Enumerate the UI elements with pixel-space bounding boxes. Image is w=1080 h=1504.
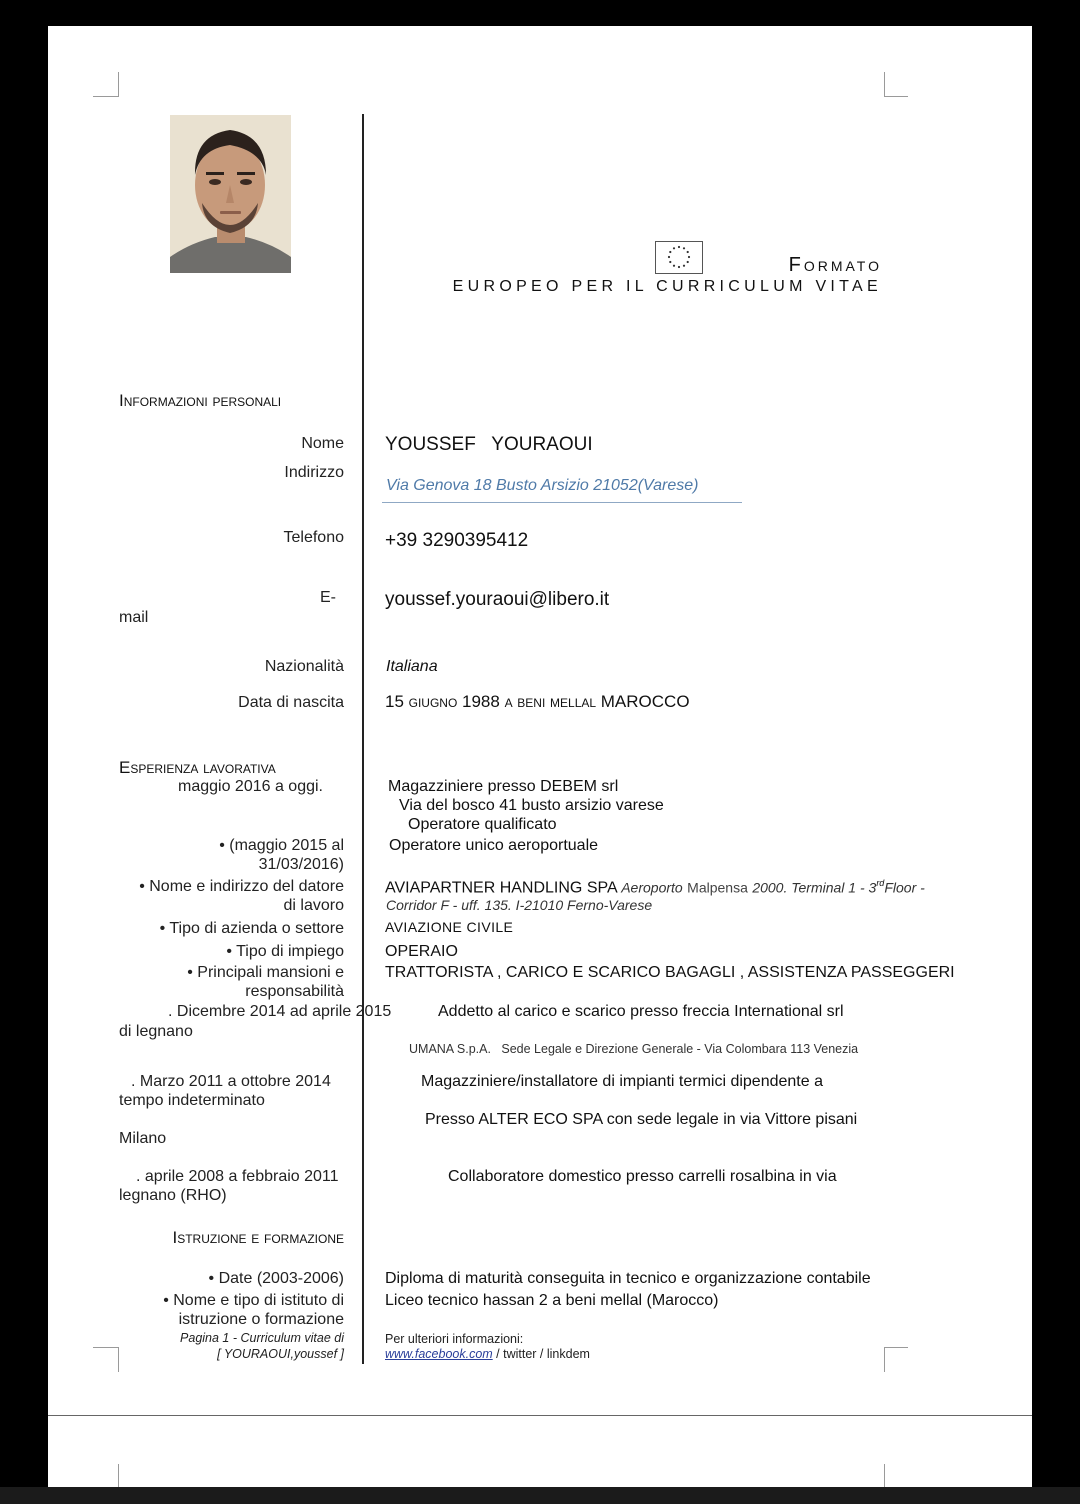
employer-addr-d: Floor -	[884, 879, 925, 896]
job4-company: Presso ALTER ECO SPA con sede legale in via Vittore pisani	[425, 1111, 858, 1128]
name-label: Nome	[301, 435, 344, 452]
header-subtitle: EUROPEO PER IL CURRICULUM VITAE	[452, 278, 882, 295]
employer-addr-a: Aeroporto	[621, 879, 683, 896]
job3-date: . Dicembre 2014 ad aprile 2015	[168, 1003, 392, 1020]
job4-desc: Magazziniere/installatore di impianti termici dipendente a	[421, 1073, 823, 1090]
duties-value: TRATTORISTA , CARICO E SCARICO BAGAGLI , ASSISTENZA PASSEGGERI	[385, 964, 955, 981]
employer-line1	[385, 878, 925, 897]
birth-label: Data di nascita	[238, 694, 344, 711]
job5-place: legnano (RHO)	[119, 1187, 227, 1204]
employer-addr-line2: Corridor F - uff. 135. I-21010 Ferno-Varese	[386, 897, 653, 913]
facebook-link[interactable]: www.facebook.com	[385, 1347, 493, 1361]
section-title-education: Istruzione e formazione	[172, 1228, 344, 1247]
job1-line1: Magazziniere presso DEBEM srl	[388, 778, 619, 795]
footer-links-rest: / twitter / linkdem	[492, 1347, 590, 1361]
email-label-part1: E-	[320, 589, 336, 606]
employer-label-line1: • Nome e indirizzo del datore	[139, 878, 344, 895]
edu-date-label: • Date (2003-2006)	[208, 1270, 344, 1287]
employer-addr-sup: rd	[876, 878, 885, 888]
duties-label-line1: • Principali mansioni e	[187, 964, 344, 981]
nationality-value: Italiana	[386, 658, 438, 675]
duties-label-line2: responsabilità	[245, 983, 344, 1000]
footer-page-line1: Pagina 1 - Curriculum vitae di	[180, 1331, 344, 1345]
job5-desc: Collaboratore domestico presso carrelli rosalbina in via	[448, 1168, 837, 1185]
job2-date-line2: 31/03/2016)	[258, 856, 344, 873]
edu-date-value: Diploma di maturità conseguita in tecnico e organizzazione contabile	[385, 1270, 871, 1287]
edu-inst-label-line1: • Nome e tipo di istituto di	[163, 1292, 344, 1309]
footer-info: Per ulteriori informazioni:	[385, 1332, 524, 1346]
nationality-label: Nazionalità	[264, 658, 344, 675]
column-divider	[362, 114, 364, 1364]
bottom-bar	[0, 1487, 1080, 1504]
crop-mark	[884, 72, 885, 97]
job2-date-line1: • (maggio 2015 al	[219, 837, 344, 854]
email-value[interactable]: youssef.youraoui@libero.it	[385, 589, 610, 610]
sector-value: AVIAZIONE CIVILE	[385, 919, 514, 935]
address-value: Via Genova 18 Busto Arsizio 21052(Varese)	[386, 477, 699, 494]
section-title-experience: Esperienza lavorativa	[119, 758, 276, 777]
edu-inst-label-line2: istruzione o formazione	[178, 1311, 344, 1328]
employer-name: AVIAPARTNER HANDLING SPA	[385, 879, 617, 897]
job1-date: maggio 2016 a oggi.	[178, 778, 323, 795]
job1-line2: Via del bosco 41 busto arsizio varese	[399, 797, 664, 814]
crop-mark	[118, 72, 119, 97]
section-title-personal: Informazioni personali	[119, 391, 282, 410]
email-label-part2: mail	[119, 609, 149, 626]
job2-title: Operatore unico aeroportuale	[389, 837, 599, 854]
job3-agency: UMANA S.p.A. Sede Legale e Direzione Generale - Via Colombara 113 Venezia	[409, 1042, 859, 1056]
crop-mark	[93, 1347, 119, 1348]
page-separator	[48, 1415, 1032, 1416]
footer-links	[385, 1347, 590, 1361]
sector-label: • Tipo di azienda o settore	[159, 920, 344, 937]
address-label: Indirizzo	[284, 464, 344, 481]
crop-mark	[93, 96, 119, 97]
edu-inst-value: Liceo tecnico hassan 2 a beni mellal (Marocco)	[385, 1292, 719, 1309]
job4-date: . Marzo 2011 a ottobre 2014	[131, 1073, 331, 1090]
phone-value: +39 3290395412	[385, 530, 529, 551]
name-value: YOUSSEF YOURAOUI	[385, 434, 593, 455]
crop-mark	[118, 1347, 119, 1372]
birth-value: 15 giugno 1988 a beni mellal MAROCCO	[385, 692, 690, 711]
job-type-label: • Tipo di impiego	[226, 943, 344, 960]
job4-city: Milano	[119, 1130, 167, 1147]
job4-note: tempo indeterminato	[119, 1092, 265, 1109]
profile-photo	[170, 115, 291, 273]
job-type-value: OPERAIO	[385, 943, 458, 960]
job1-line3: Operatore qualificato	[408, 816, 557, 833]
crop-mark	[884, 1464, 885, 1489]
job5-date: . aprile 2008 a febbraio 2011	[136, 1168, 339, 1185]
eu-flag-icon	[655, 241, 703, 274]
job3-place: di legnano	[119, 1023, 193, 1040]
employer-addr-c: 2000. Terminal 1 - 3	[752, 879, 877, 896]
crop-mark	[884, 1347, 908, 1348]
employer-addr-b: Malpensa	[687, 879, 748, 896]
address-underline	[382, 502, 742, 503]
cv-page	[48, 26, 1032, 1504]
job3-desc: Addetto al carico e scarico presso freccia International srl	[438, 1003, 844, 1020]
employer-label-line2: di lavoro	[283, 897, 344, 914]
crop-mark	[884, 1347, 885, 1372]
header-formato: Formato	[788, 254, 882, 276]
footer-page-line2: [ YOURAOUI,youssef ]	[217, 1347, 344, 1361]
crop-mark	[884, 96, 908, 97]
phone-label: Telefono	[283, 529, 344, 546]
crop-mark	[118, 1464, 119, 1489]
